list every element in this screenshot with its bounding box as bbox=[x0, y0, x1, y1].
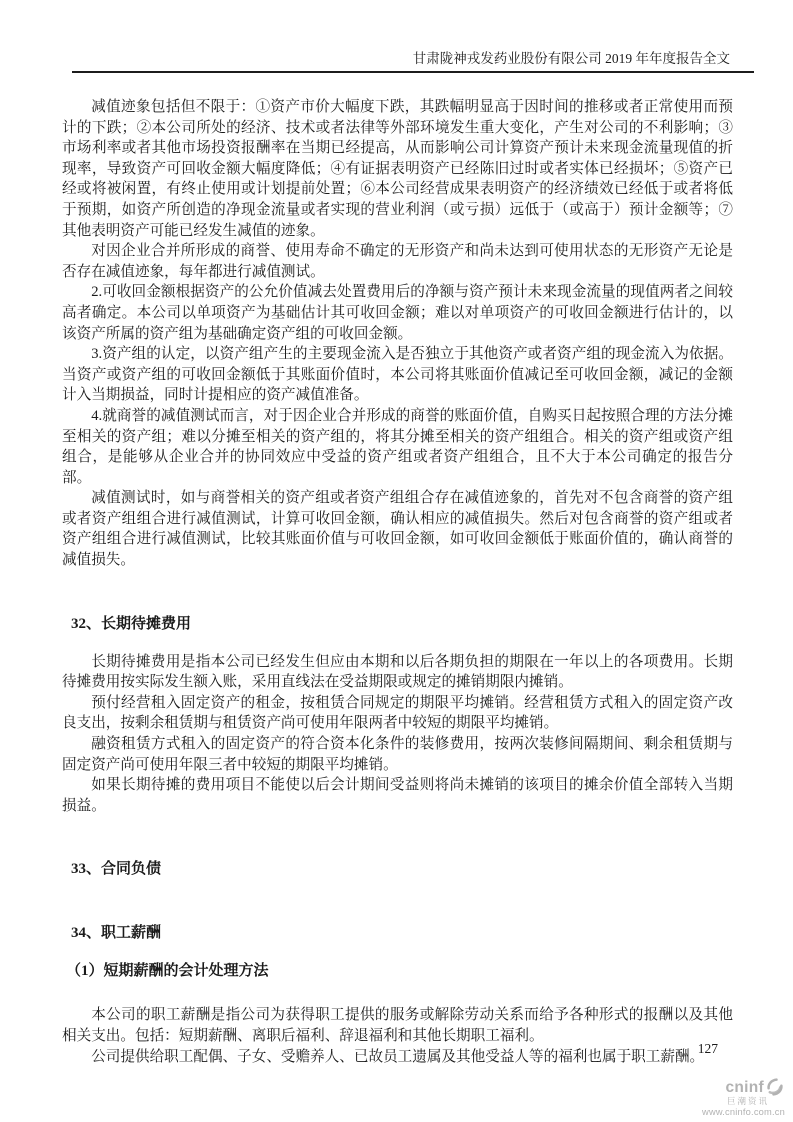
cninfo-wordmark: cninf bbox=[725, 1078, 764, 1096]
section-heading: 34、职工薪酬 bbox=[71, 925, 162, 942]
cninfo-logo-row bbox=[699, 1078, 785, 1096]
paragraph: 4.就商誉的减值测试而言，对于因企业合并形成的商誉的账面价值，自购买日起按照合理的方法分摊至相关的资产组；难以分摊至相关的资产组的，将其分摊至相关的资产组组合。相关的资产组或资产组组合，是能够从企业合并的协同效应中受益的资产组或者资产组组合，且不大于本公司确定的报告分部。 bbox=[62, 407, 733, 486]
cninfo-swirl-icon bbox=[765, 1078, 785, 1096]
section-heading: 32、长期待摊费用 bbox=[71, 615, 192, 632]
report-header bbox=[72, 0, 754, 73]
report-header-title: 甘肃陇神戎发药业股份有限公司 2019 年年度报告全文 bbox=[412, 50, 730, 66]
paragraph: 本公司的职工薪酬是指公司为获得职工提供的服务或解除劳动关系而给予各种形式的报酬以及其他相关支出。包括：短期薪酬、离职后福利、辞退福利和其他长期职工福利。 bbox=[62, 1007, 733, 1044]
cninfo-url: www.cninfo.com.cn bbox=[702, 1107, 785, 1117]
paragraph: 长期待摊费用是指本公司已经发生但应由本期和以后各期负担的期限在一年以上的各项费用。长期待摊费用按实际发生额入账，采用直线法在受益期限或规定的摊销期限内摊销。 bbox=[62, 653, 733, 691]
paragraph: 对因企业合并所形成的商誉、使用寿命不确定的无形资产和尚未达到可使用状态的无形资产无论是否存在减值迹象，每年都进行减值测试。 bbox=[62, 243, 733, 280]
section-heading: 33、合同负债 bbox=[71, 861, 162, 878]
document-body bbox=[62, 97, 733, 1067]
paragraph: 减值测试时，如与商誉相关的资产组或者资产组组合存在减值迹象的，首先对不包含商誉的资产组或者资产组组合进行减值测试，计算可收回金额，确认相应的减值损失。然后对包含商誉的资产组或者资产组组合进行减值测试，比较其账面价值与可收回金额，如可收回金额低于账面价值的，确认商誉的减值损失。 bbox=[62, 490, 733, 569]
subsection-heading: （1）短期薪酬的会计处理方法 bbox=[66, 963, 269, 980]
paragraph: 2.可收回金额根据资产的公允价值减去处置费用后的净额与资产预计未来现金流量的现值两者之间较高者确定。本公司以单项资产为基础估计其可收回金额；难以对单项资产的可收回金额进行估计的，以该资产所属的资产组为基础确定资产组的可收回金额。 bbox=[62, 284, 733, 342]
paragraph: 公司提供给职工配偶、子女、受赡养人、已故员工遗属及其他受益人等的福利也属于职工薪酬。 bbox=[91, 1048, 705, 1065]
paragraph: 减值迹象包括但不限于：①资产市价大幅度下跌，其跌幅明显高于因时间的推移或者正常使用而预计的下跌；②本公司所处的经济、技术或者法律等外部环境发生重大变化，产生对公司的不利影响；③市场利率或者其他市场投资报酬率在当期已经提高，从而影响公司计算资产预计未来现金流量现值的折现率，导致资产可回收金额大幅度降低；④有证据表明资产已经陈旧过时或者实体已经损坏；⑤资产已经或将被闲置，有终止使用或计划提前处置；⑥本公司经营成果表明资产的经济绩效已经低于或者将低于预期，如资产所创造的净现金流量或者实现的营业利润（或亏损）远低于（或高于）预计金额等；⑦其他表明资产可能已经发生减值的迹象。 bbox=[62, 99, 733, 239]
paragraph: 预付经营租入固定资产的租金，按租赁合同规定的期限平均摊销。经营租赁方式租入的固定资产改良支出，按剩余租赁期与租赁资产尚可使用年限两者中较短的期限平均摊销。 bbox=[62, 694, 733, 732]
cninfo-logo bbox=[699, 1078, 785, 1118]
paragraph: 3.资产组的认定，以资产组产生的主要现金流入是否独立于其他资产或者资产组的现金流入为依据。当资产或资产组的可收回金额低于其账面价值时，本公司将其账面价值减记至可收回金额，减记的金额计入当期损益，同时计提相应的资产减值准备。 bbox=[62, 346, 733, 404]
paragraph: 融资租赁方式租入的固定资产的符合资本化条件的装修费用，按两次装修间隔期间、剩余租赁期与固定资产尚可使用年限三者中较短的期限平均摊销。 bbox=[62, 736, 733, 773]
page-number: 127 bbox=[697, 1041, 718, 1056]
paragraph: 如果长期待摊的费用项目不能使以后会计期间受益则将尚未摊销的该项目的摊余价值全部转入当期损益。 bbox=[62, 777, 733, 814]
cninfo-name-cn: 巨潮资讯 bbox=[726, 1096, 769, 1106]
